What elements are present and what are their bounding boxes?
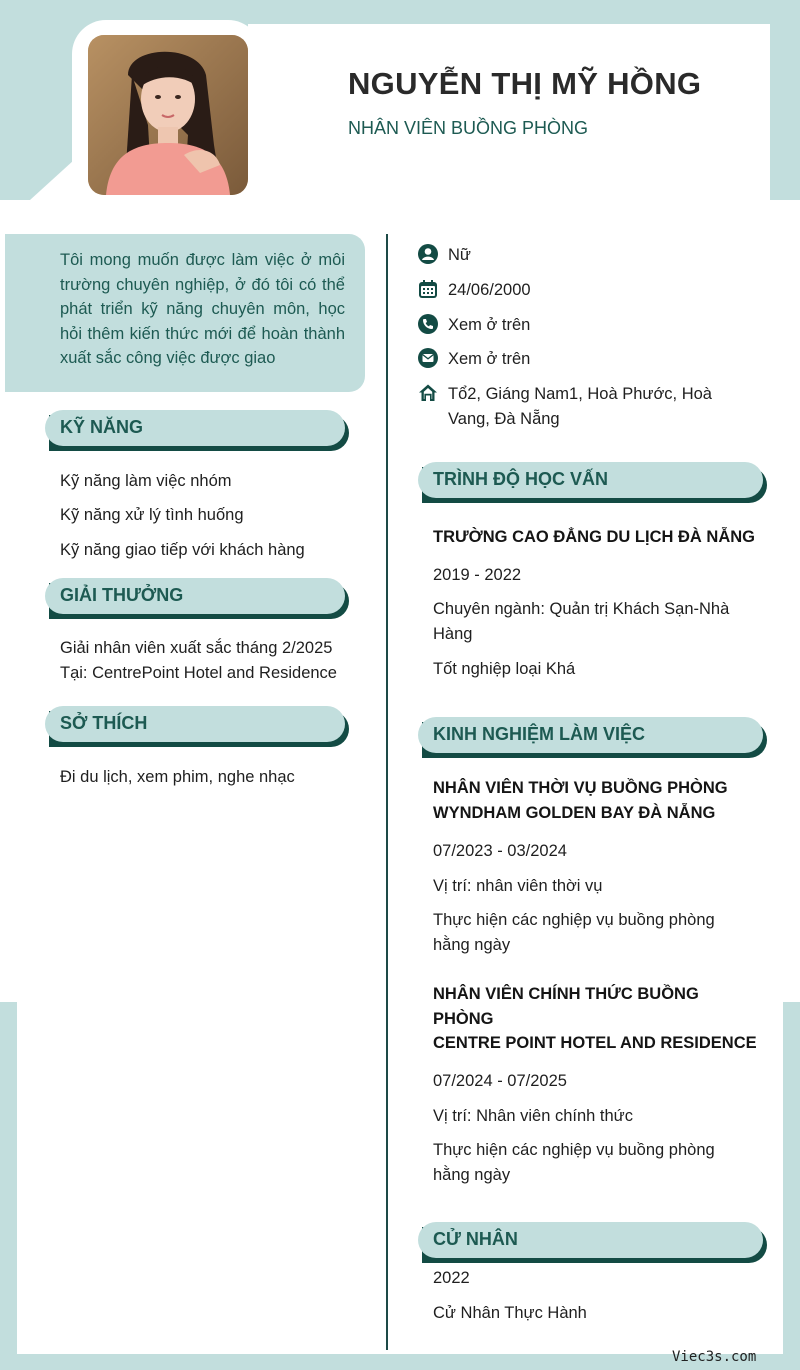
watermark: Viec3s.com bbox=[672, 1349, 757, 1365]
career-objective: Tôi mong muốn được làm việc ở môi trường chuyên nghiệp, ở đó tôi có thể phát triển kỹ năng chuyên môn, học hỏi thêm kiến thức mới để hoàn thành xuất sắc công việc được giao bbox=[5, 234, 365, 392]
phone-value: Xem ở trên bbox=[448, 316, 531, 334]
candidate-position: NHÂN VIÊN BUỒNG PHÒNG bbox=[348, 118, 589, 138]
skill-item: Kỹ năng làm việc nhóm bbox=[60, 472, 232, 490]
contact-gender bbox=[418, 243, 748, 268]
home-icon bbox=[418, 383, 438, 403]
award-line: Giải nhân viên xuất sắc tháng 2/2025 bbox=[60, 639, 333, 657]
photo-frame-corner bbox=[30, 160, 74, 200]
job-duty: Thực hiện các nghiệp vụ buồng phòng hằng ngày bbox=[433, 911, 715, 954]
bottom-right-border bbox=[783, 1002, 800, 1370]
bottom-left-border bbox=[0, 1002, 17, 1370]
mail-icon bbox=[418, 348, 438, 368]
job-duty: Thực hiện các nghiệp vụ buồng phòng hằng ngày bbox=[433, 1141, 715, 1184]
hobbies-text: Đi du lịch, xem phim, nghe nhạc bbox=[60, 768, 295, 786]
column-divider bbox=[386, 234, 388, 1350]
contact-phone bbox=[418, 313, 748, 338]
job-company: WYNDHAM GOLDEN BAY ĐÀ NẴNG bbox=[433, 804, 716, 822]
skill-item: Kỹ năng xử lý tình huống bbox=[60, 506, 244, 524]
awards-heading: GIẢI THƯỞNG bbox=[45, 578, 345, 614]
degree-name: Cử Nhân Thực Hành bbox=[433, 1304, 587, 1322]
school-name: TRƯỜNG CAO ĐẲNG DU LỊCH ĐÀ NẴNG bbox=[433, 528, 755, 546]
hobbies-heading: SỞ THÍCH bbox=[45, 706, 345, 742]
user-icon bbox=[418, 244, 438, 264]
skill-item: Kỹ năng giao tiếp với khách hàng bbox=[60, 541, 305, 559]
contact-address bbox=[418, 382, 748, 431]
calendar-icon bbox=[418, 279, 438, 299]
birthday-value: 24/06/2000 bbox=[448, 281, 531, 299]
education-grade: Tốt nghiệp loại Khá bbox=[433, 660, 576, 678]
education-period: 2019 - 2022 bbox=[433, 566, 522, 584]
contact-email bbox=[418, 347, 748, 372]
email-value: Xem ở trên bbox=[448, 350, 531, 368]
candidate-name: NGUYỄN THỊ MỸ HỒNG bbox=[348, 66, 702, 101]
gender-value: Nữ bbox=[448, 246, 471, 264]
award-venue: Tại: CentrePoint Hotel and Residence bbox=[60, 664, 337, 682]
job-period: 07/2023 - 03/2024 bbox=[433, 842, 567, 860]
job-title: NHÂN VIÊN CHÍNH THỨC BUỒNG PHÒNG bbox=[433, 985, 699, 1028]
address-value: Tổ2, Giáng Nam1, Hoà Phước, Hoà Vang, Đà Nẵng bbox=[448, 385, 712, 428]
skills-heading: KỸ NĂNG bbox=[45, 410, 345, 446]
degree-year: 2022 bbox=[433, 1269, 470, 1287]
header-card bbox=[248, 24, 770, 200]
experience-heading: KINH NGHIỆM LÀM VIỆC bbox=[418, 717, 763, 753]
job-role: Vị trí: nhân viên thời vụ bbox=[433, 877, 603, 895]
education-major: Chuyên ngành: Quản trị Khách Sạn-Nhà Hàng bbox=[433, 600, 730, 643]
education-heading: TRÌNH ĐỘ HỌC VẤN bbox=[418, 462, 763, 498]
job-period: 07/2024 - 07/2025 bbox=[433, 1072, 567, 1090]
phone-icon bbox=[418, 314, 438, 334]
job-company: CENTRE POINT HOTEL AND RESIDENCE bbox=[433, 1034, 757, 1052]
job-title: NHÂN VIÊN THỜI VỤ BUỒNG PHÒNG bbox=[433, 779, 728, 797]
profile-photo bbox=[88, 35, 248, 195]
contact-birthday bbox=[418, 278, 748, 303]
job-role: Vị trí: Nhân viên chính thức bbox=[433, 1107, 633, 1125]
degree-heading: CỬ NHÂN bbox=[418, 1222, 763, 1258]
